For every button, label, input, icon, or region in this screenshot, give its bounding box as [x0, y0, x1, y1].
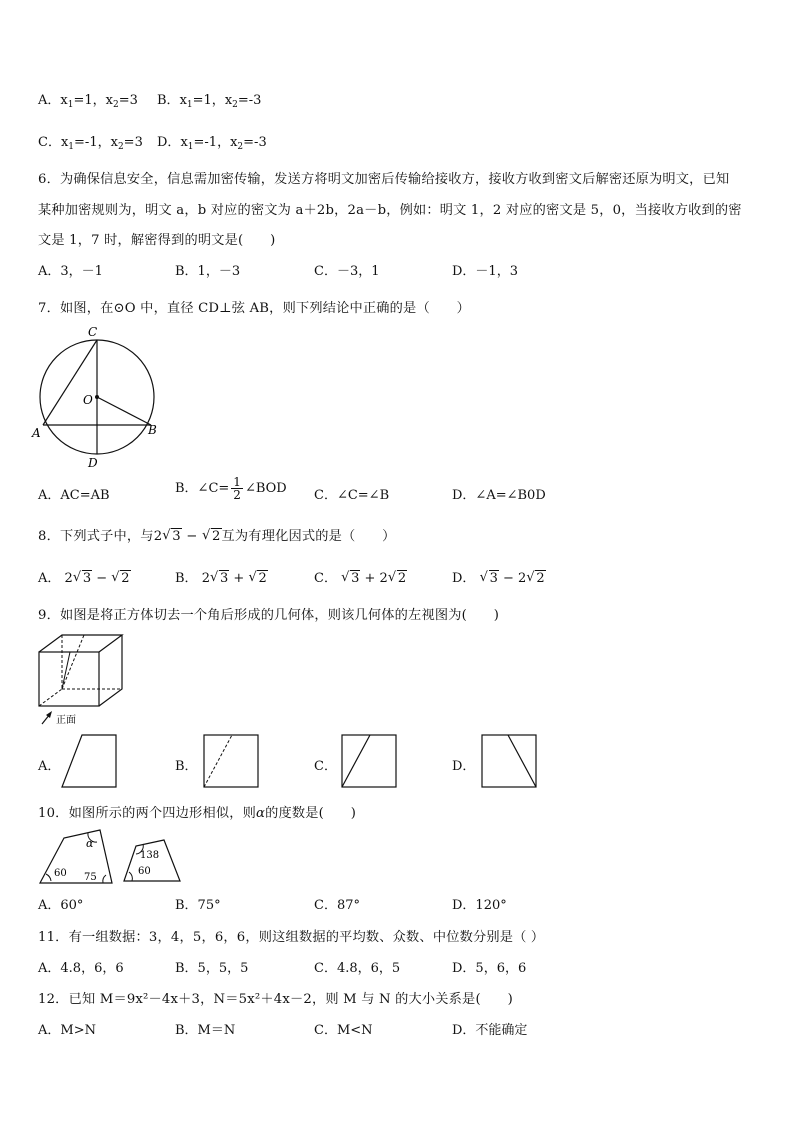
- q7-option-c: C．∠C=∠B: [314, 488, 390, 503]
- q10-stem: 10．如图所示的两个四边形相似，则α的度数是( ): [38, 806, 357, 821]
- q7-label-o: O: [83, 393, 93, 407]
- q9-option-d-letter: D．: [452, 759, 476, 774]
- q9-front-label: 正面: [56, 715, 76, 726]
- q12-option-d: D．不能确定: [452, 1023, 528, 1038]
- q5-option-c: C．$x_1=-1$，$x_2=3$: [38, 135, 143, 152]
- q7-option-d: D．∠A=∠B0D: [452, 488, 546, 503]
- q6-option-c: C．－3，1: [314, 264, 380, 279]
- q7-stem: 7．如图，在⊙O 中，直径 CD⊥弦 AB，则下列结论中正确的是（ ）: [38, 301, 470, 316]
- q6-option-b: B．1，－3: [175, 264, 241, 279]
- q12-option-a: A．M>N: [38, 1023, 96, 1038]
- q9-option-d-figure: [480, 733, 538, 789]
- q7-option-a: A．AC=AB: [38, 488, 110, 503]
- q11-option-d: D．5，6，6: [452, 961, 527, 976]
- q7-label-d: D: [88, 456, 98, 470]
- q9-option-a-figure: [60, 733, 120, 789]
- q7-label-b: B: [148, 423, 157, 437]
- q10-fig1-60: 60: [54, 868, 67, 879]
- q8-option-a: A． 2√ 3 − √ 2: [38, 567, 131, 586]
- q5-option-a: A．$x_1=1$，$x_2=3$: [38, 93, 138, 110]
- q9-option-a-letter: A．: [38, 759, 61, 774]
- q12-option-c: C．M<N: [314, 1023, 373, 1038]
- q11-option-a: A．4.8，6，6: [38, 961, 124, 976]
- q10-fig2-60: 60: [138, 866, 151, 877]
- q9-stem: 9．如图是将正方体切去一个角后形成的几何体，则该几何体的左视图为( ): [38, 608, 500, 623]
- q11-option-c: C．4.8，6，5: [314, 961, 401, 976]
- q8-option-d: D． √ 3 − 2√ 2: [452, 567, 546, 586]
- q5-option-d: D．$x_1=-1$，$x_2=-3$: [157, 135, 267, 152]
- q10-fig1-alpha: α: [86, 837, 94, 850]
- q6-stem-line2: 某种加密规则为，明文 a，b 对应的密文为 a＋2b，2a－b，例如：明文 1，2 对应的密文是 5，0，当接收方收到的密: [38, 203, 742, 218]
- q7-circle-figure: [30, 322, 170, 472]
- q10-fig1-75: 75: [84, 872, 97, 883]
- q10-option-b: B．75°: [175, 898, 221, 913]
- q10-quadrilaterals-figure: [36, 826, 186, 888]
- q6-stem-line1: 6．为确保信息安全，信息需加密传输，发送方将明文加密后传输给接收方，接收方收到密文后解密还原为明文，已知: [38, 172, 730, 187]
- q11-option-b: B．5，5，5: [175, 961, 249, 976]
- q6-option-d: D．－1，3: [452, 264, 518, 279]
- q9-option-b-letter: B．: [175, 759, 198, 774]
- q11-stem: 11．有一组数据：3，4，5，6，6，则这组数据的平均数、众数、中位数分别是（ ）: [38, 930, 545, 945]
- q8-stem: 8．下列式子中，与2√ 3 − √ 2互为有理化因式的是（ ）: [38, 525, 396, 544]
- q7-label-c: C: [88, 325, 98, 339]
- q9-option-c-letter: C．: [314, 759, 337, 774]
- q6-option-a: A．3，－1: [38, 264, 103, 279]
- q10-fig2-138: 138: [140, 850, 160, 861]
- q10-option-c: C．87°: [314, 898, 360, 913]
- q8-option-b: B． 2√ 3 + √ 2: [175, 567, 268, 586]
- q7-label-a: A: [32, 426, 41, 440]
- q12-stem: 12．已知 M＝9x²－4x＋3，N＝5x²＋4x－2，则 M 与 N 的大小关系是( ): [38, 992, 513, 1007]
- q8-option-c: C． √ 3 + 2√ 2: [314, 567, 407, 586]
- q9-option-c-figure: [340, 733, 398, 789]
- q6-stem-line3: 文是 1，7 时，解密得到的明文是( ): [38, 233, 276, 248]
- q12-option-b: B．M＝N: [175, 1023, 236, 1038]
- q9-option-b-figure: [202, 733, 260, 789]
- q5-option-b: B．$x_1=1$，$x_2=-3$: [157, 93, 262, 110]
- q7-option-b: B．∠C= $\frac{1}{2}$ ∠BOD: [175, 475, 287, 502]
- q10-option-d: D．120°: [452, 898, 507, 913]
- q10-option-a: A．60°: [38, 898, 84, 913]
- q9-cube-figure: [34, 632, 134, 727]
